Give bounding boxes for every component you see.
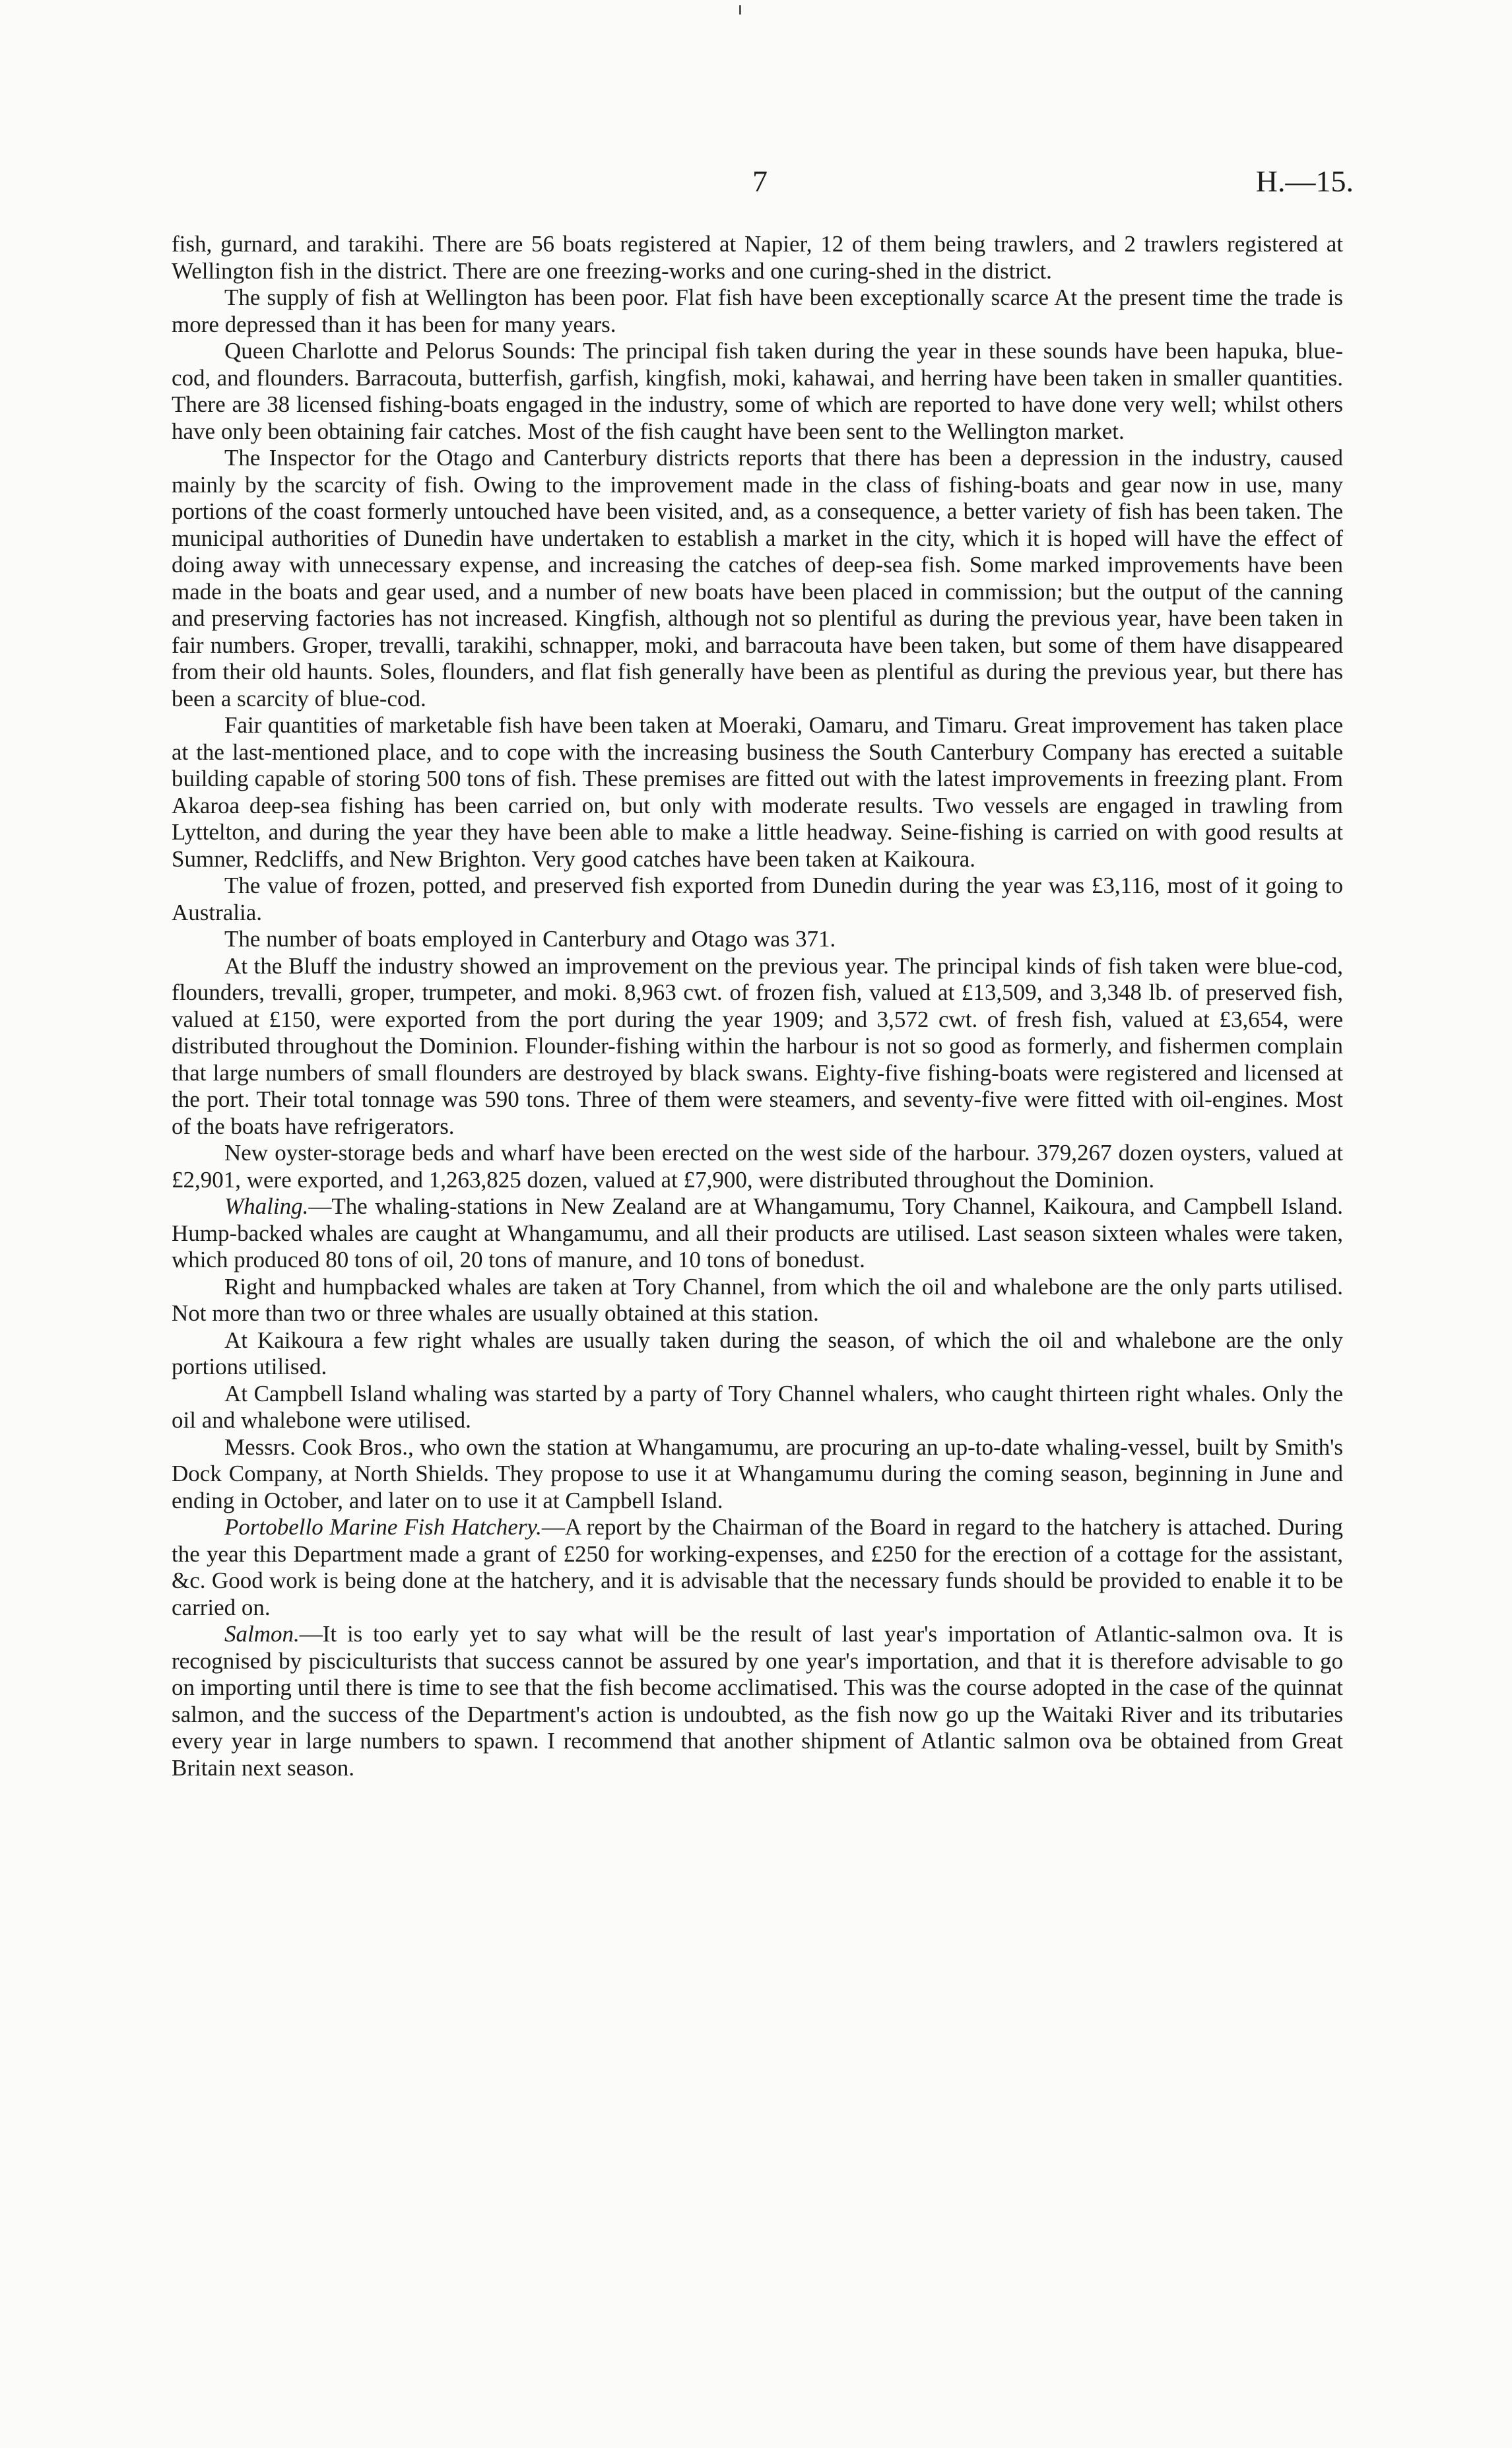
- page-number: 7: [752, 164, 768, 198]
- paragraph-text: Fair quantities of marketable fish have been taken at Moeraki, Oamaru, and Timaru. Great improvement has taken place at the last-mentioned place, and to cope with the increasing business the South Canterbury Company has erected a suitable building capable of storing 500 tons of fish. These premises are fitted out with the latest improvements in freezing plant. From Akaroa deep-sea fishing has been carried on, but only with moderate results. Two vessels are engaged in trawling from Lyttelton, and during the year they have been able to make a little headway. Seine-fishing is carried on with good results at Sumner, Redcliffs, and New Brighton. Very good catches have been taken at Kaikoura.: [172, 712, 1343, 872]
- paragraph-text: Right and humpbacked whales are taken at Tory Channel, from which the oil and whalebone are the only parts utilised. Not more than two or three whales are usually obtained at this station.: [172, 1273, 1343, 1326]
- paragraph: [172, 953, 1343, 1141]
- paragraph: [172, 1381, 1343, 1434]
- paragraph: [172, 1274, 1343, 1327]
- paragraph-text: —A report by the Chairman of the Board in regard to the hatchery is attached. During the year this Department made a grant of £250 for working-expenses, and £250 for the erection of a cottage for the assistant, &c. Good work is being done at the hatchery, and it is advisable that the necessary funds should be provided to enable it to be carried on.: [172, 1514, 1344, 1620]
- paragraph: [172, 338, 1343, 445]
- paragraph: [172, 445, 1343, 712]
- body-text: [172, 231, 1343, 1781]
- paragraph: [172, 1193, 1343, 1274]
- paragraph-text: The supply of fish at Wellington has been poor. Flat fish have been exceptionally scarce At the present time the trade is more depressed than it has been for many years.: [172, 284, 1343, 337]
- section-heading: Whaling.: [224, 1193, 309, 1219]
- paragraph: [172, 1434, 1343, 1515]
- paragraph: [172, 873, 1343, 926]
- paragraph-text: At the Bluff the industry showed an improvement on the previous year. The principal kinds of fish taken were blue-cod, flounders, trevalli, groper, trumpeter, and moki. 8,963 cwt. of frozen fish, valued at £13,509, and 3,348 lb. of preserved fish, valued at £150, were exported from the port during the year 1909; and 3,572 cwt. of fresh fish, valued at £3,654, were distributed throughout the Dominion. Flounder-fishing within the harbour is not so good as formerly, and fishermen complain that large numbers of small flounders are destroyed by black swans. Eighty-five fishing-boats were registered and licensed at the port. Their total tonnage was 590 tons. Three of them were steamers, and seventy-five were fitted with oil-engines. Most of the boats have refrigerators.: [172, 952, 1343, 1139]
- paragraph-text: —The whaling-stations in New Zealand are at Whangamumu, Tory Channel, Kaikoura, and Campbell Island. Hump-backed whales are caught at Whangamumu, and all their products are utilised. Last season sixteen whales were taken, which produced 80 tons of oil, 20 tons of manure, and 10 tons of bonedust.: [172, 1193, 1343, 1273]
- paragraph-text: The value of frozen, potted, and preserved fish exported from Dunedin during the year was £3,116, most of it going to Australia.: [172, 873, 1343, 925]
- paragraph: [172, 926, 1343, 953]
- paragraph: [172, 284, 1343, 338]
- paragraph-text: At Kaikoura a few right whales are usually taken during the season, of which the oil and whalebone are the only portions utilised.: [172, 1327, 1343, 1379]
- paragraph-text: Messrs. Cook Bros., who own the station at Whangamumu, are procuring an up-to-date whaling-vessel, built by Smith's Dock Company, at North Shields. They propose to use it at Whangamumu during the coming season, beginning in June and ending in October, and later on to use it at Campbell Island.: [172, 1434, 1343, 1513]
- paragraph: [172, 1514, 1343, 1621]
- paragraph-text: The number of boats employed in Canterbury and Otago was 371.: [224, 926, 836, 952]
- paragraph: [172, 1327, 1343, 1381]
- paragraph-text: Queen Charlotte and Pelorus Sounds: The principal fish taken during the year in these sounds have been hapuka, blue-cod, and flounders. Barracouta, butterfish, garfish, kingfish, moki, kahawai, and herring have been taken in smaller quantities. There are 38 licensed fishing-boats engaged in the industry, some of which are reported to have done very well; whilst others have only been obtaining fair catches. Most of the fish caught have been sent to the Wellington market.: [172, 338, 1343, 444]
- page-header: [0, 164, 1512, 203]
- section-heading: Salmon.: [224, 1621, 300, 1647]
- stray-mark: [739, 5, 741, 15]
- paragraph-text: —It is too early yet to say what will be the result of last year's importation of Atlantic-salmon ova. It is recognised by pisciculturists that success cannot be assured by one year's importation, and that it is therefore advisable to go on importing until there is time to see that the fish become acclimatised. This was the course adopted in the case of the quinnat salmon, and the success of the Department's action is undoubted, as the fish now go up the Waitaki River and its tributaries every year in large numbers to spawn. I recommend that another shipment of Atlantic salmon ova be obtained from Great Britain next season.: [172, 1621, 1343, 1781]
- paragraph-text: At Campbell Island whaling was started by a party of Tory Channel whalers, who caught thirteen right whales. Only the oil and whalebone were utilised.: [172, 1380, 1343, 1433]
- section-heading: Portobello Marine Fish Hatchery.: [224, 1514, 542, 1540]
- document-reference: H.—15.: [1255, 164, 1354, 198]
- paragraph: [172, 231, 1343, 284]
- paragraph: [172, 1621, 1343, 1781]
- paragraph-text: New oyster-storage beds and wharf have been erected on the west side of the harbour. 379,267 dozen oysters, valued at £2,901, were exported, and 1,263,825 dozen, valued at £7,900, were distributed throughout the Dominion.: [172, 1140, 1343, 1193]
- paragraph: [172, 712, 1343, 873]
- paragraph-text: The Inspector for the Otago and Canterbury districts reports that there has been a depression in the industry, caused mainly by the scarcity of fish. Owing to the improvement made in the class of fishing-boats and gear now in use, many portions of the coast formerly untouched have been visited, and, as a consequence, a better variety of fish has been taken. The municipal authorities of Dunedin have undertaken to establish a market in the city, which it is hoped will have the effect of doing away with unnecessary expense, and increasing the catches of deep-sea fish. Some marked improvements have been made in the boats and gear used, and a number of new boats have been placed in commission; but the output of the canning and preserving factories has not increased. Kingfish, although not so plentiful as during the previous year, have been taken in fair numbers. Groper, trevalli, tarakihi, schnapper, moki, and barracouta have been taken, but some of them have disappeared from their old haunts. Soles, flounders, and flat fish generally have been as plentiful as during the previous year, but there has been a scarcity of blue-cod.: [172, 445, 1343, 711]
- paragraph-text: fish, gurnard, and tarakihi. There are 56 boats registered at Napier, 12 of them being trawlers, and 2 trawlers registered at Wellington fish in the district. There are one freezing-works and one curing-shed in the district.: [172, 231, 1343, 284]
- paragraph: [172, 1140, 1343, 1193]
